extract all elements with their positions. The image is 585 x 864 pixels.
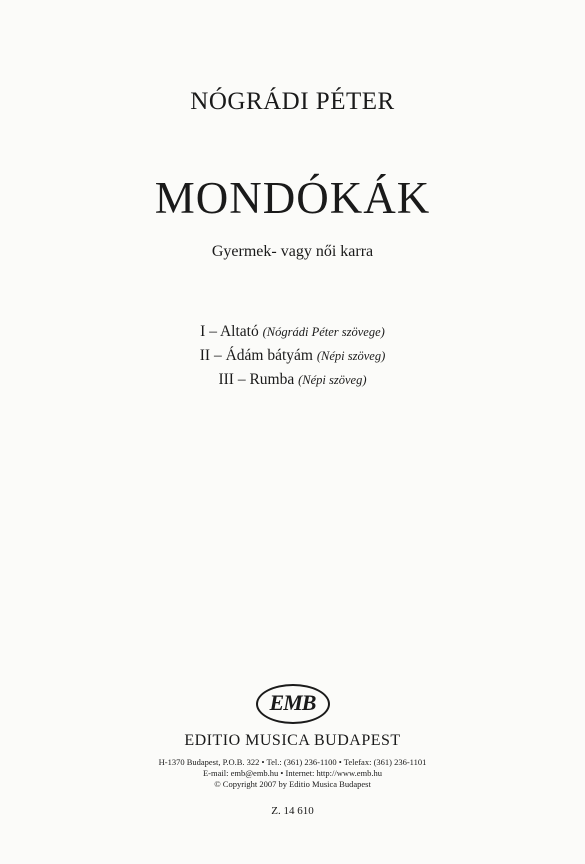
movement-text-source: (Népi szöveg) [316, 349, 386, 363]
publisher-contact-block [0, 757, 585, 790]
movement-label: III – Rumba [218, 371, 295, 388]
movement-label: II – Ádám bátyám [199, 347, 313, 364]
movement-item [0, 344, 585, 368]
catalog-number: Z. 14 610 [271, 805, 314, 817]
publisher-name: EDITIO MUSICA BUDAPEST [184, 732, 401, 749]
publisher-logo-area [0, 684, 585, 728]
work-subtitle: Gyermek- vagy női karra [211, 243, 374, 260]
publisher-address: H-1370 Budapest, P.O.B. 322 • Tel.: (361) 236-1100 • Telefax: (361) 236-1101 [158, 757, 427, 767]
movement-list [0, 320, 585, 392]
work-title: MONDÓKÁK [154, 173, 431, 223]
movement-item [0, 368, 585, 392]
copyright-notice: © Copyright 2007 by Editio Musica Budapest [214, 779, 371, 789]
movement-text-source: (Nógrádi Péter szövege) [262, 325, 385, 339]
emb-logo: EMB [256, 684, 330, 724]
composer-name: NÓGRÁDI PÉTER [190, 88, 395, 115]
movement-item [0, 320, 585, 344]
movement-label: I – Altató [200, 323, 259, 340]
publisher-email-web: E-mail: emb@emb.hu • Internet: http://www.emb.hu [202, 768, 383, 778]
movement-text-source: (Népi szöveg) [298, 373, 367, 387]
